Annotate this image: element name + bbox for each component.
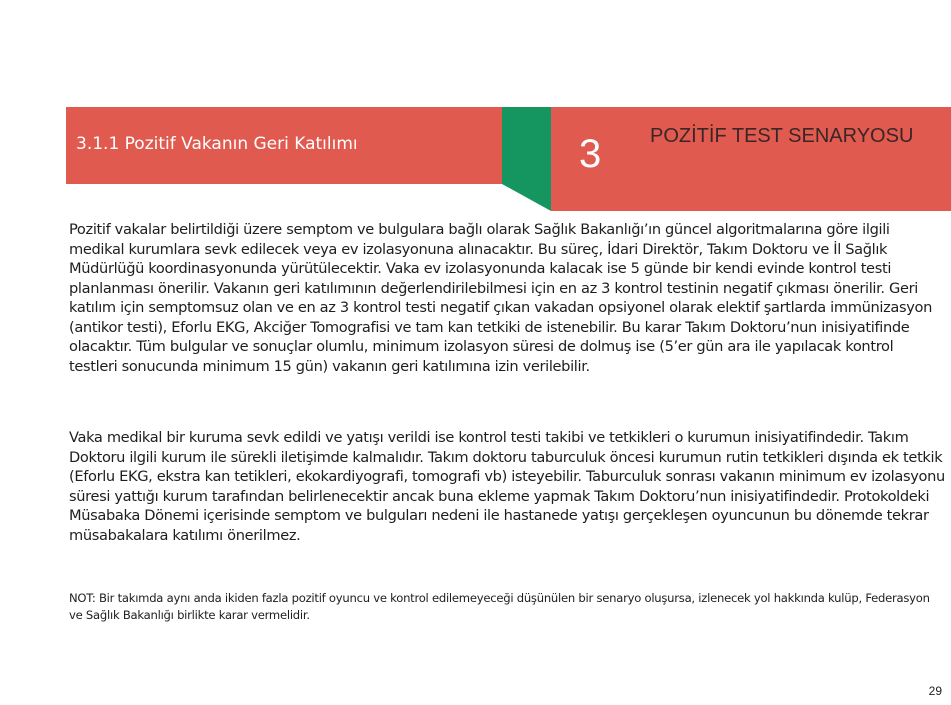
chapter-header-bar [551,107,951,211]
body-paragraph-1: Pozitif vakalar belirtildiği üzere semptom ve bulgulara bağlı olarak Sağlık Bakanlığı’ın güncel algoritmalarına göre ilgili medikal kurumlara sevk edilecek veya ev izolasyonuna alınacaktır. Bu süreç, İdari Direktör, Takım Doktoru ve İl Sağlık Müdürlüğü koordinasyonunda yürütülecektir. Vaka ev izolasyonunda kalacak ise 5 günde bir kendi evinde kontrol testi planlanması önerilir. Vakanın geri katılımının değerlendirilebilmesi için en az 3 kontrol testinin negatif çıkması önerilir. Geri katılım için semptomsuz olan ve en az 3 kontrol testi negatif çıkan vakadan opsiyonel olarak elektif şartlarda immünizasyon (antikor testi), Eforlu EKG, Akciğer Tomografisi ve tam kan tetkiki de istenebilir. Bu karar Takım Doktoru’nun inisiyatifinde olacaktır. Tüm bulgular ve sonuçlar olumlu, minimum izolasyon süresi de dolmuş ise (5’er gün ara ile yapılacak kontrol testleri sonucunda minimum 15 gün) vakanın geri katılımına izin verilebilir. [69,221,933,375]
page-number: 29 [928,684,942,698]
body-paragraph-2: Vaka medikal bir kuruma sevk edildi ve yatışı verildi ise kontrol testi takibi ve tetkikleri o kurumun inisiyatifindedir. Takım Doktoru ilgili kurum ile sürekli iletişimde kalmalıdır. Takım doktoru taburculuk öncesi kurumun rutin tetkikleri dışında ek tetkik (Eforlu EKG, ekstra kan tetikleri, ekokardiyografi, tomografi vb) isteyebilir. Taburculuk sonrası vakanın minimum ev izolasyonu süresi yattığı kurum tarafından belirlenecektir ancak buna ekleme yapmak Takım Doktoru’nun inisiyatifindedir. Protokoldeki Müsabaka Dönemi içerisinde semptom ve bulguları nedeni ile hastanede yatışı gerçekleşen oyuncunun bu dönemde tekrar müsabakalara katılımı önerilmez. [69,429,945,544]
chapter-number: 3 [579,132,602,176]
footnote: NOT: Bir takımda aynı anda ikiden fazla pozitif oyuncu ve kontrol edilemeyeceği düşünülen bir senaryo oluşursa, izlenecek yol hakkında kulüp, Federasyon ve Sağlık Bakanlığı birlikte karar vermelidir. [69,591,930,622]
section-header-bar [66,107,502,184]
section-title: 3.1.1 Pozitif Vakanın Geri Katılımı [76,134,358,154]
chapter-title: POZİTİF TEST SENARYOSU [650,125,914,147]
header-green-ribbon [502,107,551,211]
